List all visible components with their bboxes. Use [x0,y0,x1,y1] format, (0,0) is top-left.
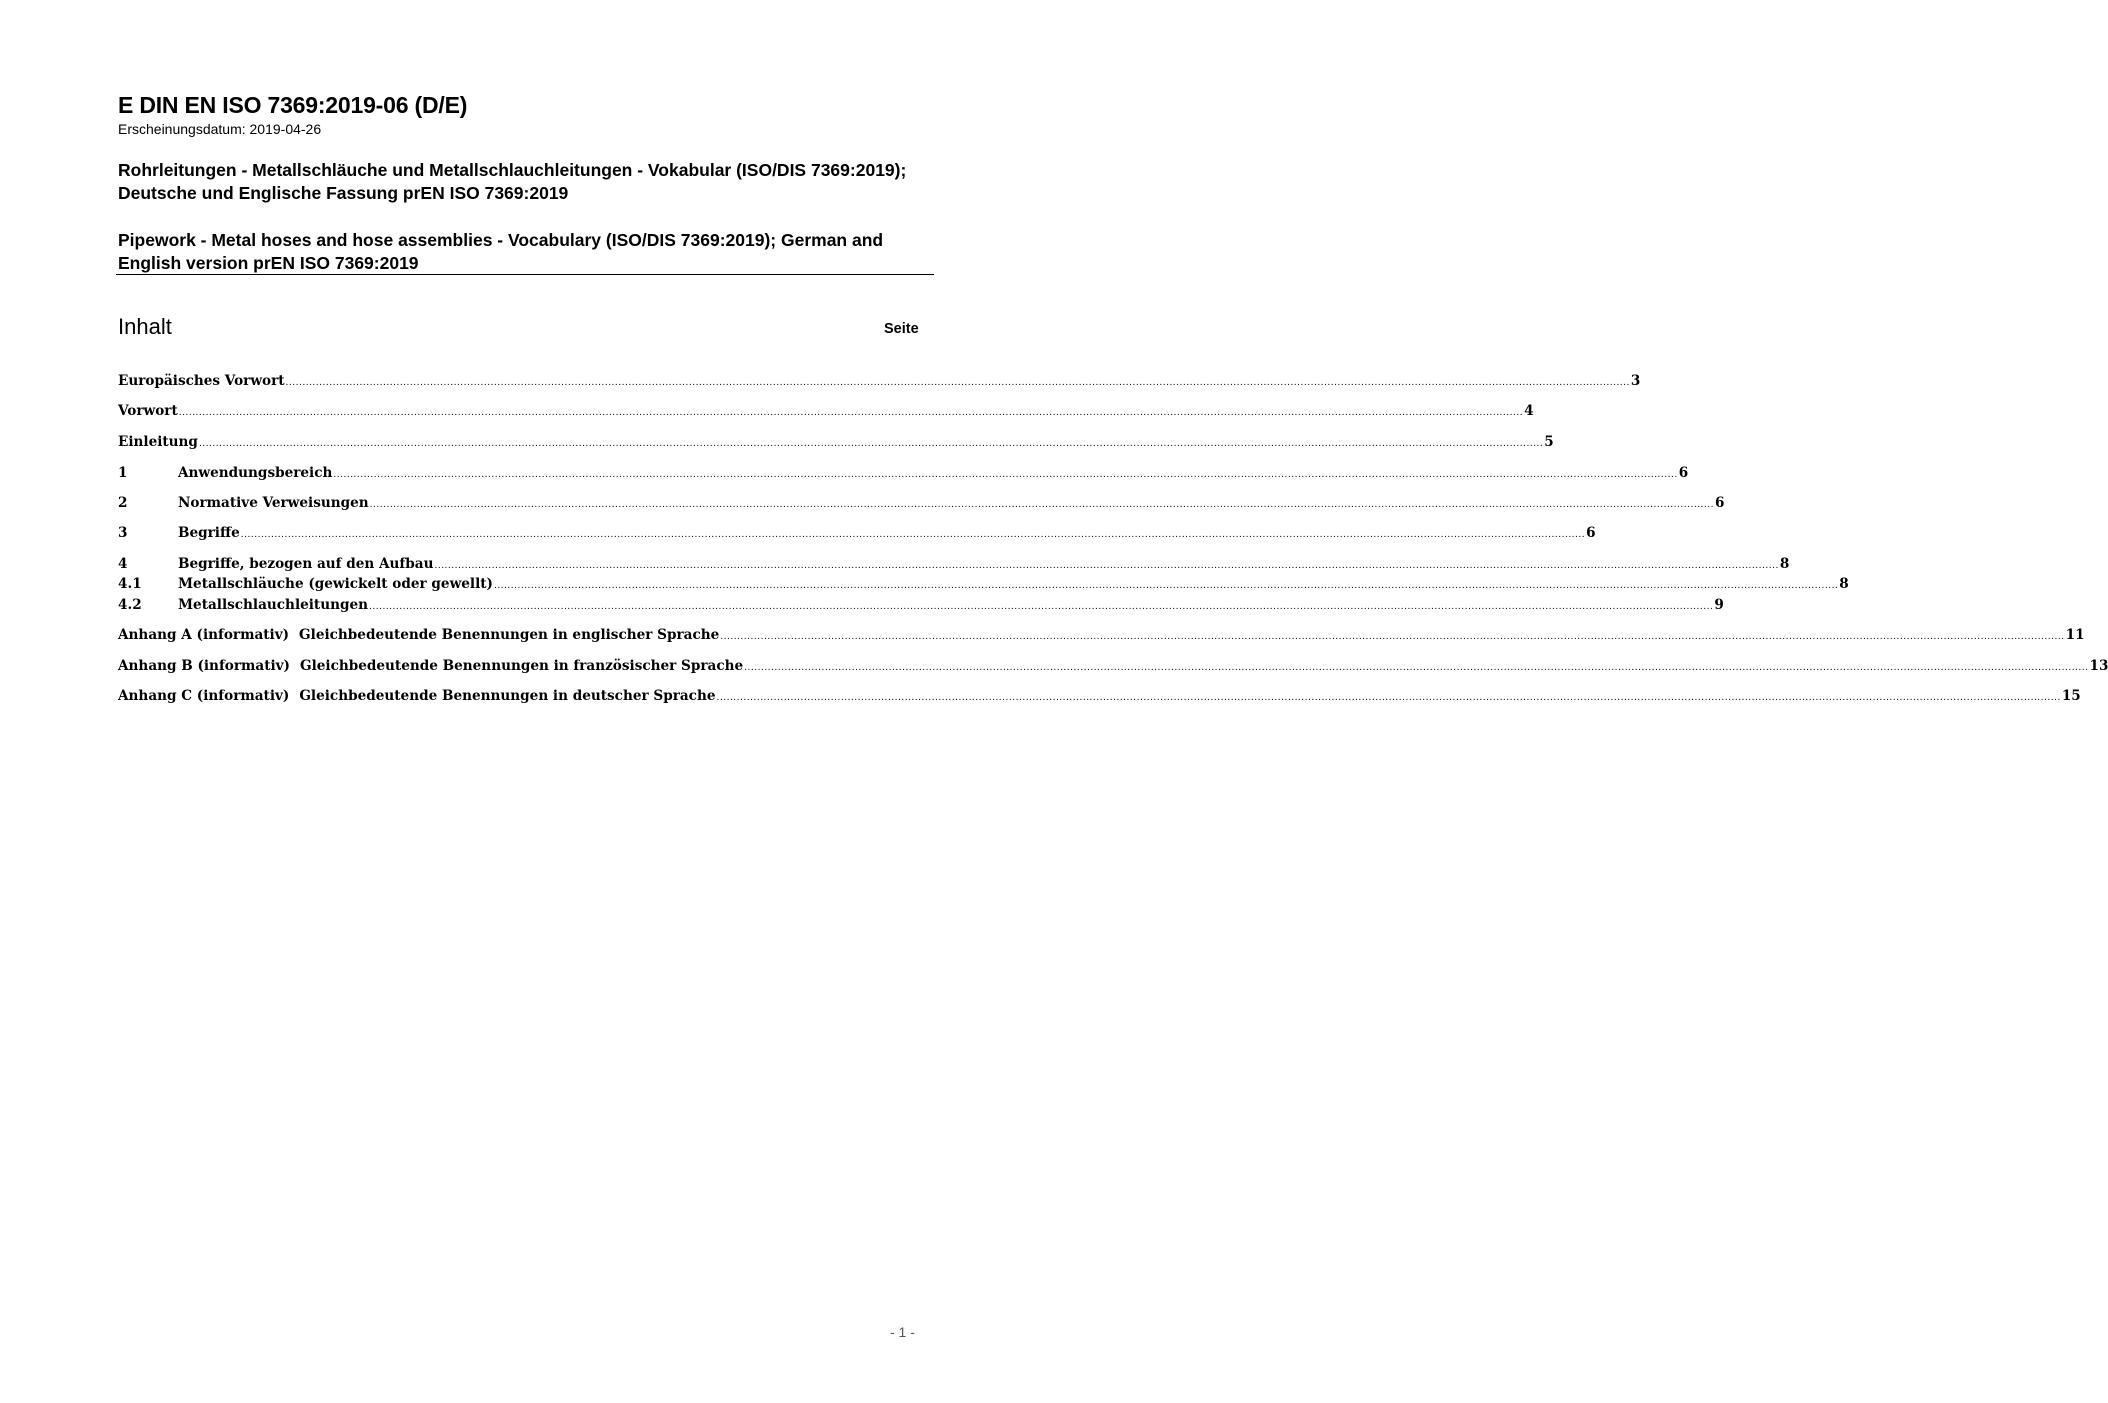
toc-entry-label: Metallschläuche (gewickelt oder gewellt) [178,576,493,592]
toc-entry[interactable] [118,463,1689,483]
toc-entry[interactable] [118,554,1790,574]
title-english: Pipework - Metal hoses and hose assemblies - Vocabulary (ISO/DIS 7369:2019); German and English version prEN ISO 7369:2019 [118,230,884,273]
toc-dot-leader: ................................................................................................................................................................................................................................................................................................................................................................................................................ [178,408,1524,418]
toc-entry-page: 8 [1779,556,1790,572]
toc-page-column-label: Seite [884,321,919,337]
toc-entry-label: Begriffe [178,525,240,541]
toc-entry[interactable] [118,686,2081,706]
toc-entry-number: 4.2 [118,597,142,613]
toc-entry[interactable] [118,523,1596,543]
toc-heading: Inhalt [118,314,172,339]
toc-entry-number: 1 [118,465,128,481]
toc-dot-leader: ................................................................................................................................................................................................................................................................................................................................................................................................................ [716,693,2061,703]
toc-dot-leader: ................................................................................................................................................................................................................................................................................................................................................................................................................ [198,439,1544,449]
toc-entry[interactable] [118,656,2108,676]
toc-dot-leader: ................................................................................................................................................................................................................................................................................................................................................................................................................ [720,632,2065,642]
toc-dot-leader: ................................................................................................................................................................................................................................................................................................................................................................................................................ [333,470,1678,480]
toc-entry-number: 3 [118,525,128,541]
toc-dot-leader: ................................................................................................................................................................................................................................................................................................................................................................................................................ [369,602,1714,612]
toc-entry-page: 11 [2065,627,2085,643]
toc-entry-annex: Anhang A (informativ) [118,627,290,643]
toc-entry[interactable] [118,432,1554,452]
title-divider [116,274,934,275]
toc-entry[interactable] [118,493,1725,513]
toc-entry-page: 4 [1524,403,1534,419]
toc-dot-leader: ................................................................................................................................................................................................................................................................................................................................................................................................................ [285,378,1630,388]
toc-dot-leader: ................................................................................................................................................................................................................................................................................................................................................................................................................ [434,561,1779,571]
toc-entry-label: Gleichbedeutende Benennungen in englischer Sprache [299,627,720,643]
toc-entry-annex: Anhang C (informativ) [118,688,290,704]
toc-entry-label: Gleichbedeutende Benennungen in deutscher Sprache [299,688,716,704]
toc-entry-label: Gleichbedeutende Benennungen in französischer Sprache [300,658,744,674]
toc-dot-leader: ................................................................................................................................................................................................................................................................................................................................................................................................................ [744,663,2089,673]
toc-entry[interactable] [118,401,1534,421]
toc-entry-label: Einleitung [118,434,198,450]
title-german: Rohrleitungen - Metallschläuche und Metallschlauchleitungen - Vokabular (ISO/DIS 7369:2019); Deutsche und Englische Fassung prEN ISO 7369:2019 [118,160,907,203]
toc-dot-leader: ................................................................................................................................................................................................................................................................................................................................................................................................................ [240,530,1586,540]
toc-entry-page: 15 [2061,688,2081,704]
toc-entry-label: Metallschlauchleitungen [178,597,369,613]
toc-dot-leader: ................................................................................................................................................................................................................................................................................................................................................................................................................ [369,500,1714,510]
toc-entry-page: 6 [1586,525,1596,541]
toc-entry-page: 6 [1678,465,1689,481]
toc-entry[interactable] [118,574,1849,594]
toc-entry[interactable] [118,371,1641,391]
toc-entry-annex: Anhang B (informativ) [118,658,290,674]
document-id: E DIN EN ISO 7369:2019-06 (D/E) [118,92,468,118]
toc-entry-label: Anwendungsbereich [178,465,333,481]
toc-entry-number: 4.1 [118,576,142,592]
toc-entry-page: 6 [1715,495,1725,511]
toc-entry-page: 5 [1544,434,1554,450]
toc-entry-label: Vorwort [118,403,178,419]
toc-entry[interactable] [118,595,1724,615]
toc-dot-leader: ................................................................................................................................................................................................................................................................................................................................................................................................................ [493,581,1839,591]
toc-entry-label: Begriffe, bezogen auf den Aufbau [178,556,434,572]
toc-entry-page: 13 [2089,658,2108,674]
toc-entry-page: 8 [1839,576,1849,592]
toc-entry-number: 2 [118,495,128,511]
publication-date: Erscheinungsdatum: 2019-04-26 [118,121,322,137]
toc-entry-label: Normative Verweisungen [178,495,369,511]
toc-entry-number: 4 [118,556,128,572]
toc-entry-page: 9 [1714,597,1724,613]
toc-entry-label: Europäisches Vorwort [118,373,285,389]
footer-page-number: - 1 - [890,1324,915,1340]
toc-entry-page: 3 [1630,373,1641,389]
toc-entry[interactable] [118,625,2085,645]
